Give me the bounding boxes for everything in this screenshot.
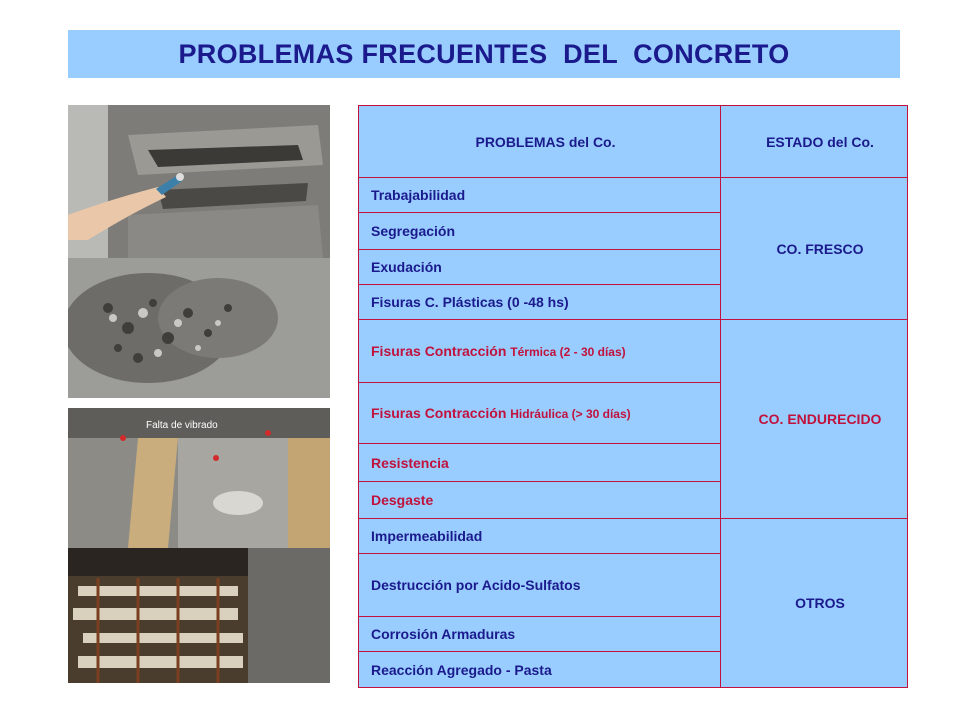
problem-cell: Impermeabilidad [359, 519, 721, 554]
table-row [359, 320, 908, 383]
problems-table [358, 105, 908, 688]
photo-caption: Falta de vibrado [146, 420, 218, 431]
problem-cell: Destrucción por Acido-Sulfatos [359, 554, 721, 617]
problem-cell [359, 383, 721, 444]
problem-sub: Hidráulica (> 30 días) [510, 407, 631, 421]
problem-cell: Segregación [359, 213, 721, 250]
table-row [359, 178, 908, 213]
problem-main: Fisuras Contracción [371, 405, 507, 421]
problem-cell: Fisuras C. Plásticas (0 -48 hs) [359, 285, 721, 320]
problem-sub: Térmica (2 - 30 días) [510, 345, 626, 359]
problem-cell: Desgaste [359, 482, 721, 519]
problem-cell: Resistencia [359, 444, 721, 482]
problem-cell: Corrosión Armaduras [359, 617, 721, 652]
problem-cell [359, 320, 721, 383]
table-row [359, 519, 908, 554]
state-other: OTROS [721, 519, 908, 688]
page-title: PROBLEMAS FRECUENTES DEL CONCRETO [178, 38, 790, 69]
photo-honeycomb [68, 258, 330, 398]
problem-cell: Reacción Agregado - Pasta [359, 652, 721, 688]
problem-cell: Trabajabilidad [359, 178, 721, 213]
photo-corroded-rebar [68, 548, 330, 683]
title-banner [68, 30, 900, 78]
state-fresh: CO. FRESCO [721, 178, 908, 320]
photo-wall-crack [68, 105, 330, 258]
table-header-row [359, 106, 908, 178]
state-hardened: CO. ENDURECIDO [721, 320, 908, 519]
photo-formwork [68, 408, 330, 548]
header-problem: PROBLEMAS del Co. [359, 106, 721, 178]
header-state: ESTADO del Co. [721, 106, 908, 178]
problem-cell: Exudación [359, 250, 721, 285]
problem-main: Fisuras Contracción [371, 343, 507, 359]
